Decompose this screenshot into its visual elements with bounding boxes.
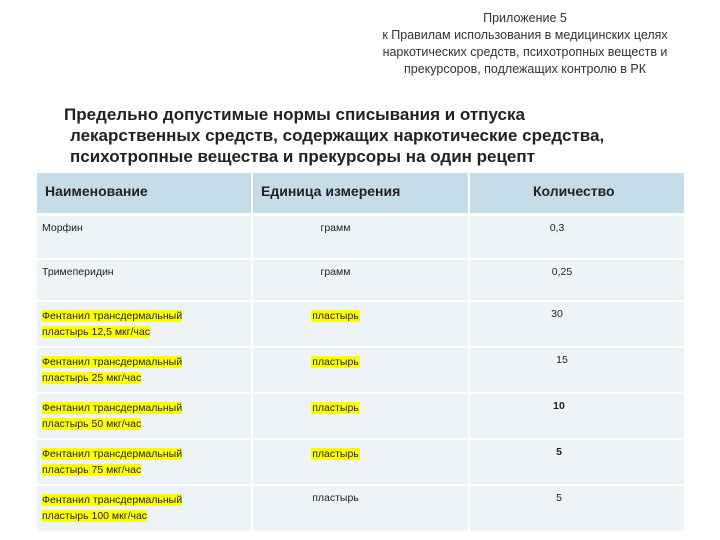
table-row: [37, 347, 685, 393]
appendix-line: прекурсоров, подлежащих контролю в РК: [403, 62, 647, 76]
header-unit: Единица измерения: [252, 173, 469, 215]
quantity-value: 15: [556, 354, 568, 366]
cell-quantity: [469, 259, 685, 301]
unit-value: пластырь: [312, 492, 359, 504]
table-row: [37, 393, 685, 439]
cell-unit: [252, 301, 469, 347]
document-title: [64, 104, 704, 167]
cell-unit: [252, 485, 469, 532]
unit-value: пластырь: [312, 402, 359, 414]
unit-value: пластырь: [312, 356, 359, 368]
drug-name-line: Морфин: [42, 222, 83, 234]
cell-name: [37, 301, 252, 347]
cell-unit: [252, 439, 469, 485]
cell-name: [37, 485, 252, 532]
cell-name: [37, 347, 252, 393]
drug-name-line: Фентанил трансдермальный: [42, 356, 183, 368]
drug-name-line: пластырь 12,5 мкг/час: [42, 326, 150, 338]
cell-name: [37, 215, 252, 260]
cell-name: [37, 393, 252, 439]
quantity-value: 0,3: [549, 222, 565, 234]
unit-value: грамм: [320, 222, 351, 234]
appendix-line: к Правилам использования в медицинских целях: [382, 28, 668, 42]
cell-quantity: [469, 393, 685, 439]
cell-quantity: [469, 347, 685, 393]
cell-unit: [252, 215, 469, 260]
cell-quantity: [469, 215, 685, 260]
unit-value: пластырь: [312, 310, 359, 322]
cell-unit: [252, 347, 469, 393]
cell-unit: [252, 259, 469, 301]
unit-value: грамм: [320, 266, 351, 278]
drug-name-line: пластырь 75 мкг/час: [42, 464, 142, 476]
quantity-value: 10: [553, 400, 565, 412]
drug-name-line: Тримеперидин: [42, 266, 114, 278]
table-row: [37, 301, 685, 347]
quantity-value: 5: [556, 446, 562, 458]
header-name: Наименование: [37, 173, 252, 215]
quantity-value: 30: [551, 308, 563, 320]
table-row: [37, 485, 685, 532]
drug-name-line: Фентанил трансдермальный: [42, 448, 183, 460]
drug-name-line: Фентанил трансдермальный: [42, 494, 183, 506]
quantity-value: 0,25: [551, 266, 573, 278]
table-row: [37, 215, 685, 260]
appendix-reference: [360, 10, 690, 78]
cell-name: [37, 439, 252, 485]
norms-table: [37, 173, 686, 533]
table-row: [37, 259, 685, 301]
appendix-line: Приложение 5: [483, 11, 567, 25]
title-line: психотропные вещества и прекурсоры на один рецепт: [70, 147, 535, 166]
drug-name-line: пластырь 25 мкг/час: [42, 372, 142, 384]
drug-name-line: Фентанил трансдермальный: [42, 402, 183, 414]
unit-value: пластырь: [312, 448, 359, 460]
table-row: [37, 439, 685, 485]
table-header-row: [37, 173, 685, 215]
cell-quantity: [469, 485, 685, 532]
cell-name: [37, 259, 252, 301]
quantity-value: 5: [556, 492, 562, 504]
cell-quantity: [469, 301, 685, 347]
cell-unit: [252, 393, 469, 439]
drug-name-line: пластырь 100 мкг/час: [42, 510, 148, 522]
drug-name-line: пластырь 50 мкг/час: [42, 418, 142, 430]
header-quantity: Количество: [469, 173, 685, 215]
title-line: Предельно допустимые нормы списывания и отпуска: [64, 105, 525, 124]
title-line: лекарственных средств, содержащих наркотические средства,: [70, 126, 605, 145]
drug-name-line: Фентанил трансдермальный: [42, 310, 183, 322]
appendix-line: наркотических средств, психотропных веществ и: [382, 45, 668, 59]
cell-quantity: [469, 439, 685, 485]
